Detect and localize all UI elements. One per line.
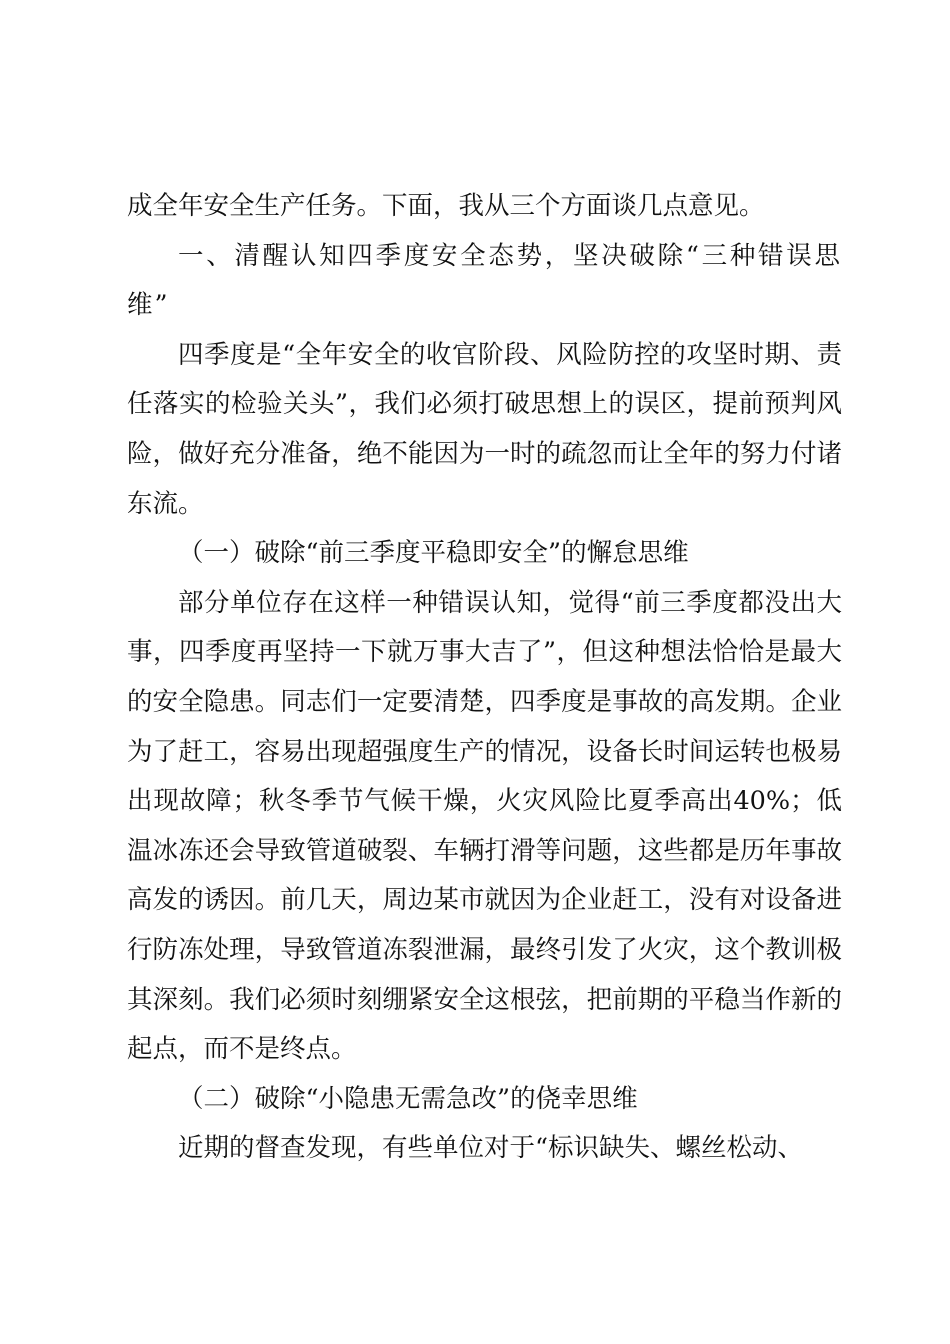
paragraph-intro: 四季度是“全年安全的收官阶段、风险防控的攻坚时期、责任落实的检验关头”，我们必须打破思想上的误区，提前预判风险，做好充分准备，绝不能因为一时的疏忽而让全年的努力付诸东流。: [127, 339, 842, 519]
paragraph-continuation: 成全年安全生产任务。下面，我从三个方面谈几点意见。: [127, 191, 765, 221]
subheading-1: （一）破除“前三季度平稳即安全”的懈怠思维: [178, 538, 689, 569]
section-heading-1: 一、清醒认知四季度安全态势，坚决破除“三种错误思维”: [127, 240, 842, 321]
subheading-2: （二）破除“小隐患无需急改”的侥幸思维: [178, 1083, 638, 1114]
paragraph-body-2: 近期的督查发现，有些单位对于“标识缺失、螺丝松动、: [178, 1133, 804, 1164]
paragraph-body-1: 部分单位存在这样一种错误认知，觉得“前三季度都没出大事，四季度再坚持一下就万事大吉了”，但这种想法恰恰是最大的安全隐患。同志们一定要清楚，四季度是事故的高发期。企业为了赶工，容易出现超强度生产的情况，设备长时间运转也极易出现故障；秋冬季节气候干燥，火灾风险比夏季高出40%；低温冰冻还会导致管道破裂、车辆打滑等问题，这些都是历年事故高发的诱因。前几天，周边某市就因为企业赶工，没有对设备进行防冻处理，导致管道冻裂泄漏，最终引发了火灾，这个教训极其深刻。我们必须时刻绷紧安全这根弦，把前期的平稳当作新的起点，而不是终点。: [127, 587, 842, 1065]
document-body: [127, 182, 842, 1174]
